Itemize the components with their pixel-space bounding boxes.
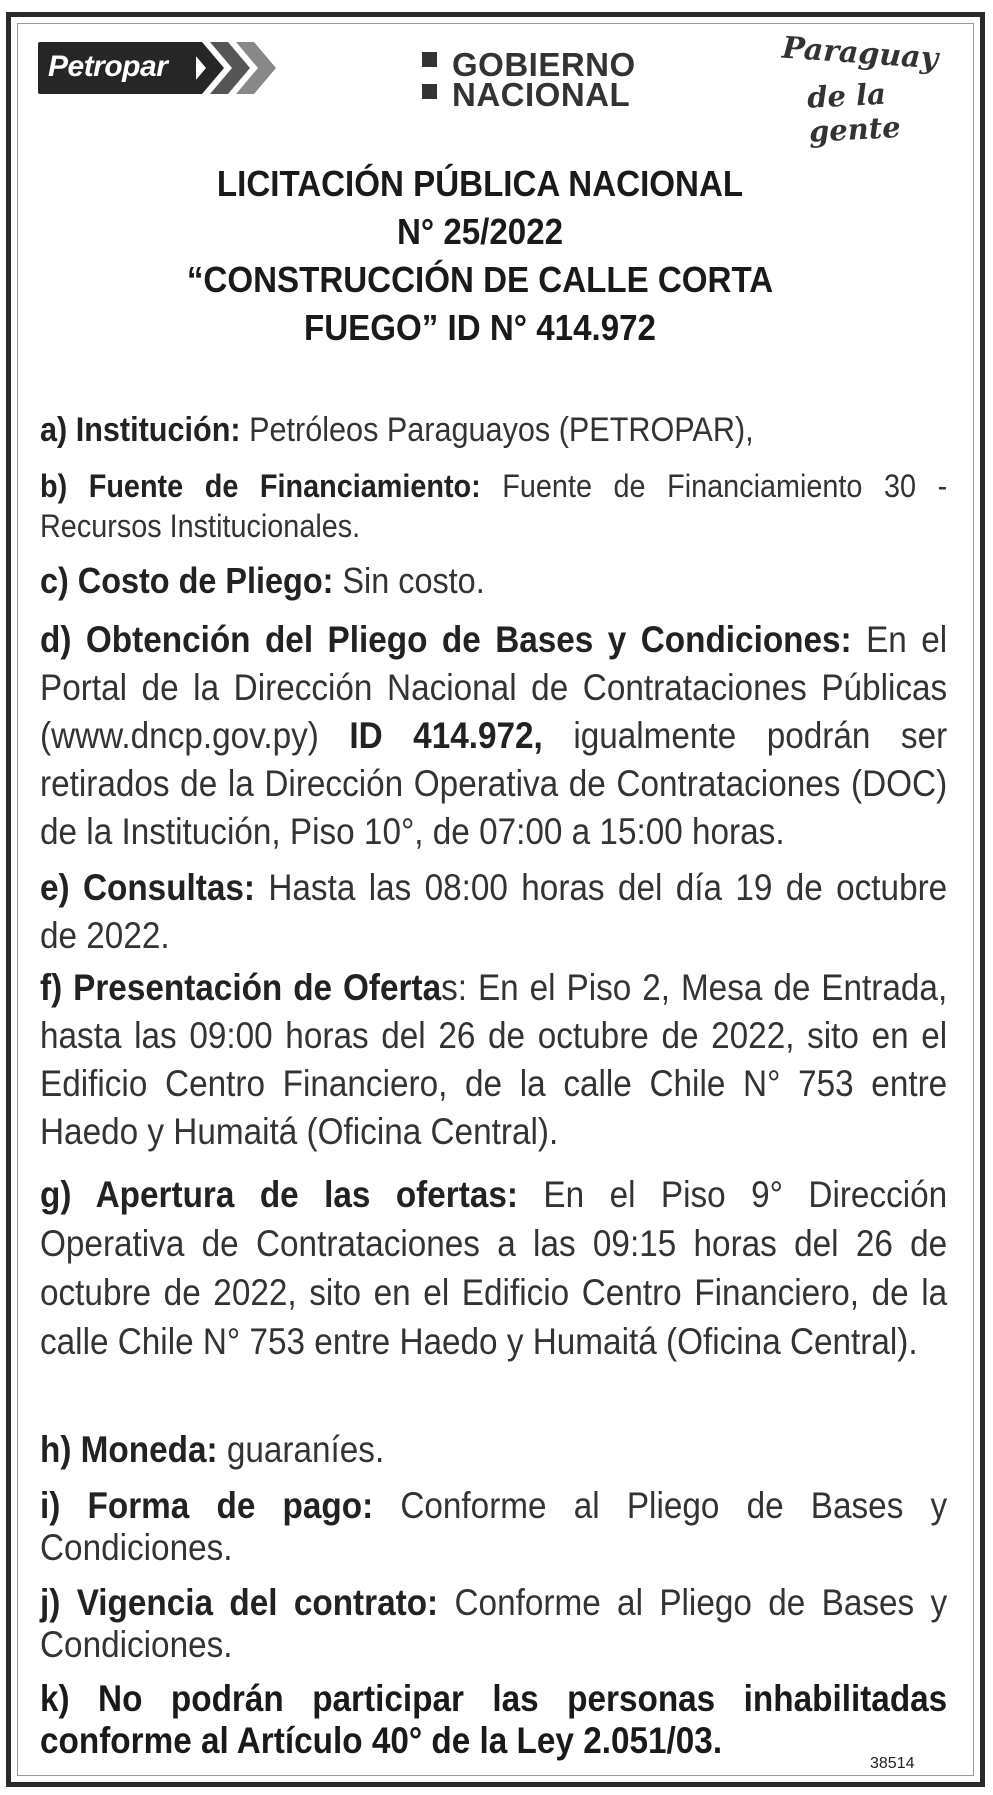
title-line-2: N° 25/2022	[396, 211, 564, 252]
square-icon	[422, 52, 437, 67]
title-line-3: “CONSTRUCCIÓN DE CALLE CORTA	[186, 259, 774, 300]
item-g-text: En el Piso 9° Dirección Operativa de Contrataciones a las 09:15 horas del 26 de octubre de 2022, sito en el Edificio Centro Financiero, de la calle Chile N° 753 entre Haedo y Humaitá (Oficina Central).	[40, 1174, 948, 1362]
item-g	[40, 1170, 947, 1366]
item-c	[40, 560, 947, 602]
notice-title	[75, 160, 885, 352]
item-f-label: f) Presentación de Oferta	[40, 967, 442, 1008]
title-line-4: FUEGO” ID N° 414.972	[304, 307, 656, 348]
item-b	[40, 466, 947, 546]
chevrons-icon	[184, 42, 296, 94]
ad-code: 38514	[870, 1755, 915, 1772]
item-h-label: h) Moneda:	[40, 1429, 218, 1470]
item-b-text: Fuente de Financiamiento 30 - Recursos Institucionales.	[40, 468, 948, 544]
item-h	[40, 1428, 947, 1472]
gobierno-line-1: GOBIERNO	[452, 46, 636, 83]
petropar-logo-box	[38, 42, 196, 94]
item-a-text: Petróleos Paraguayos (PETROPAR),	[240, 411, 754, 449]
item-b-label: b) Fuente de Financiamiento:	[40, 468, 481, 504]
item-e-text: Hasta las 08:00 horas del día 19 de octubre de 2022.	[40, 867, 948, 956]
item-d-id: ID 414.972,	[349, 715, 543, 756]
item-d	[40, 616, 947, 856]
item-j-text: Conforme al Pliego de Bases y Condiciones.	[40, 1582, 948, 1665]
item-d-label: d) Obtención del Pliego de Bases y Condiciones:	[40, 619, 852, 660]
item-f	[40, 964, 947, 1156]
paraguay-logo-line-1: Paraguay	[780, 30, 940, 77]
paraguay-logo-line-2: de la gente	[806, 76, 902, 149]
petropar-logo	[38, 42, 293, 94]
item-j-label: j) Vigencia del contrato:	[40, 1582, 439, 1623]
item-a	[40, 410, 947, 450]
item-c-text: Sin costo.	[333, 560, 485, 601]
item-j	[40, 1582, 947, 1666]
item-h-text: guaraníes.	[217, 1429, 385, 1470]
gobierno-nacional-logo	[422, 48, 662, 112]
item-e	[40, 864, 947, 960]
gobierno-line-2: NACIONAL	[452, 76, 631, 113]
petropar-logo-text: Petropar	[48, 50, 168, 83]
item-k	[40, 1678, 947, 1762]
item-i	[40, 1485, 947, 1569]
item-k-text: k) No podrán participar las personas inhabilitadas conforme al Artículo 40° de la Ley 2.051/03.	[40, 1678, 948, 1761]
item-d-text-before: En el Portal de la Dirección Nacional de Contrataciones Públicas (www.dncp.gov.py)	[40, 619, 948, 756]
item-g-label: g) Apertura de las ofertas:	[40, 1174, 518, 1215]
item-e-label: e) Consultas:	[40, 867, 256, 908]
square-icon	[422, 84, 437, 99]
item-i-text: Conforme al Pliego de Bases y Condiciones.	[40, 1485, 948, 1568]
item-f-text: s: En el Piso 2, Mesa de Entrada, hasta las 09:00 horas del 26 de octubre de 2022, sito en el Edificio Centro Financiero, de la calle Chile N° 753 entre Haedo y Humaitá (Oficina Central).	[40, 967, 948, 1152]
item-a-label: a) Institución:	[40, 411, 241, 449]
item-d-text-after: igualmente podrán ser retirados de la Dirección Operativa de Contrataciones (DOC) de la Institución, Piso 10°, de 07:00 a 15:00 horas.	[40, 715, 948, 852]
item-c-label: c) Costo de Pliego:	[40, 560, 334, 601]
paraguay-de-la-gente-logo	[768, 30, 953, 149]
title-line-1: LICITACIÓN PÚBLICA NACIONAL	[216, 163, 744, 204]
item-i-label: i) Forma de pago:	[40, 1485, 374, 1526]
